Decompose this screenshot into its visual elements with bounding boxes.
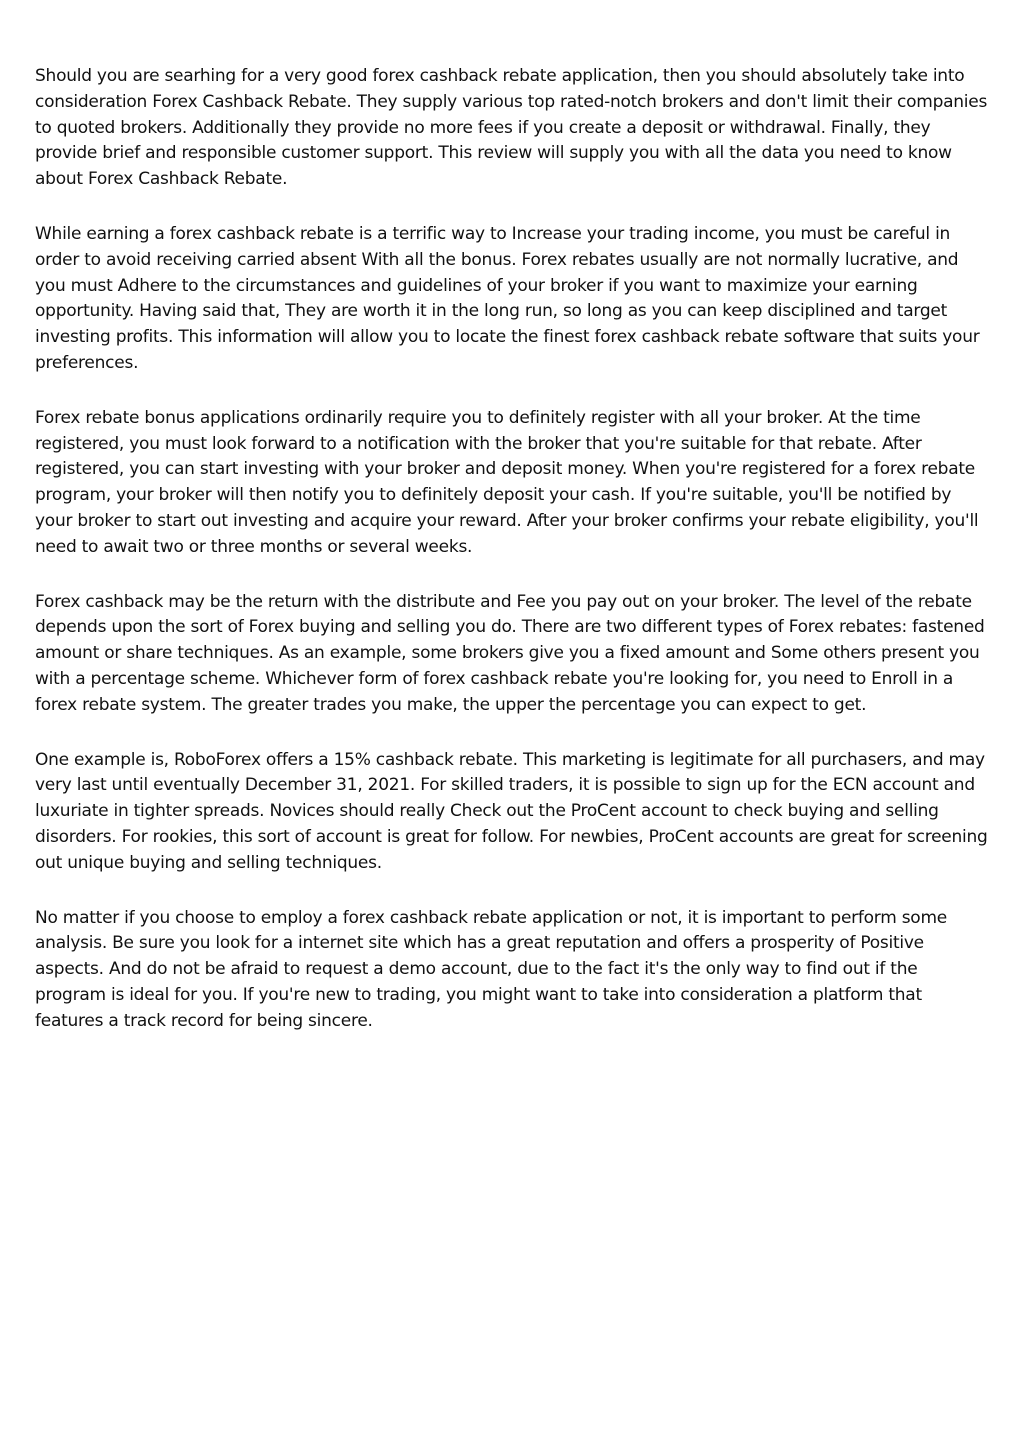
paragraph-registration: Forex rebate bonus applications ordinarily require you to definitely register with all your broker. At the time registered, you must look forward to a notification with the broker that you're suitable for that rebate. After registered, you can start investing with your broker and deposit money. When you're registered for a forex rebate program, your broker will then notify you to definitely deposit your cash. If you're suitable, you'll be notified by your broker to start out investing and acquire your reward. After your broker confirms your rebate eligibility, you'll need to await two or three months or several weeks. <box>35 407 979 557</box>
paragraph-earning: While earning a forex cashback rebate is a terrific way to Increase your trading income, you must be careful in order to avoid receiving carried absent With all the bonus. Forex rebates usually are not normally lucrative, and you must Adhere to the circumstances and guidelines of your broker if you want to maximize your earning opportunity. Having said that, They are worth it in the long run, so long as you can keep disciplined and target investing profits. This information will allow you to locate the finest forex cashback rebate software that suits your preferences. <box>35 223 980 373</box>
paragraph-conclusion: No matter if you choose to employ a forex cashback rebate application or not, it is important to perform some analysis. Be sure you look for a internet site which has a great reputation and offers a prosperity of Positive aspects. And do not be afraid to request a demo account, due to the fact it's the only way to find out if the program is ideal for you. If you're new to trading, you might want to take into consideration a platform that features a track record for being sincere. <box>35 907 947 1031</box>
paragraph-intro: Should you are searhing for a very good forex cashback rebate application, then you should absolutely take into consideration Forex Cashback Rebate. They supply various top rated-notch brokers and don't limit their companies to quoted brokers. Additionally they provide no more fees if you create a deposit or withdrawal. Finally, they provide brief and responsible customer support. This review will supply you with all the data you need to know about Forex Cashback Rebate. <box>35 66 988 190</box>
paragraph-cashback-types: Forex cashback may be the return with the distribute and Fee you pay out on your broker. The level of the rebate depends upon the sort of Forex buying and selling you do. There are two different types of Forex rebates: fastened amount or share techniques. As an example, some brokers give you a fixed amount and Some others present you with a percentage scheme. Whichever form of forex cashback rebate you're looking for, you need to Enroll in a forex rebate system. The greater trades you make, the upper the percentage you can expect to get. <box>35 591 985 715</box>
document-body <box>35 64 993 1064</box>
paragraph-roboforex-example: One example is, RoboForex offers a 15% cashback rebate. This marketing is legitimate for all purchasers, and may very last until eventually December 31, 2021. For skilled traders, it is possible to sign up for the ECN account and luxuriate in tighter spreads. Novices should really Check out the ProCent account to check buying and selling disorders. For rookies, this sort of account is great for follow. For newbies, ProCent accounts are great for screening out unique buying and selling techniques. <box>35 749 988 873</box>
